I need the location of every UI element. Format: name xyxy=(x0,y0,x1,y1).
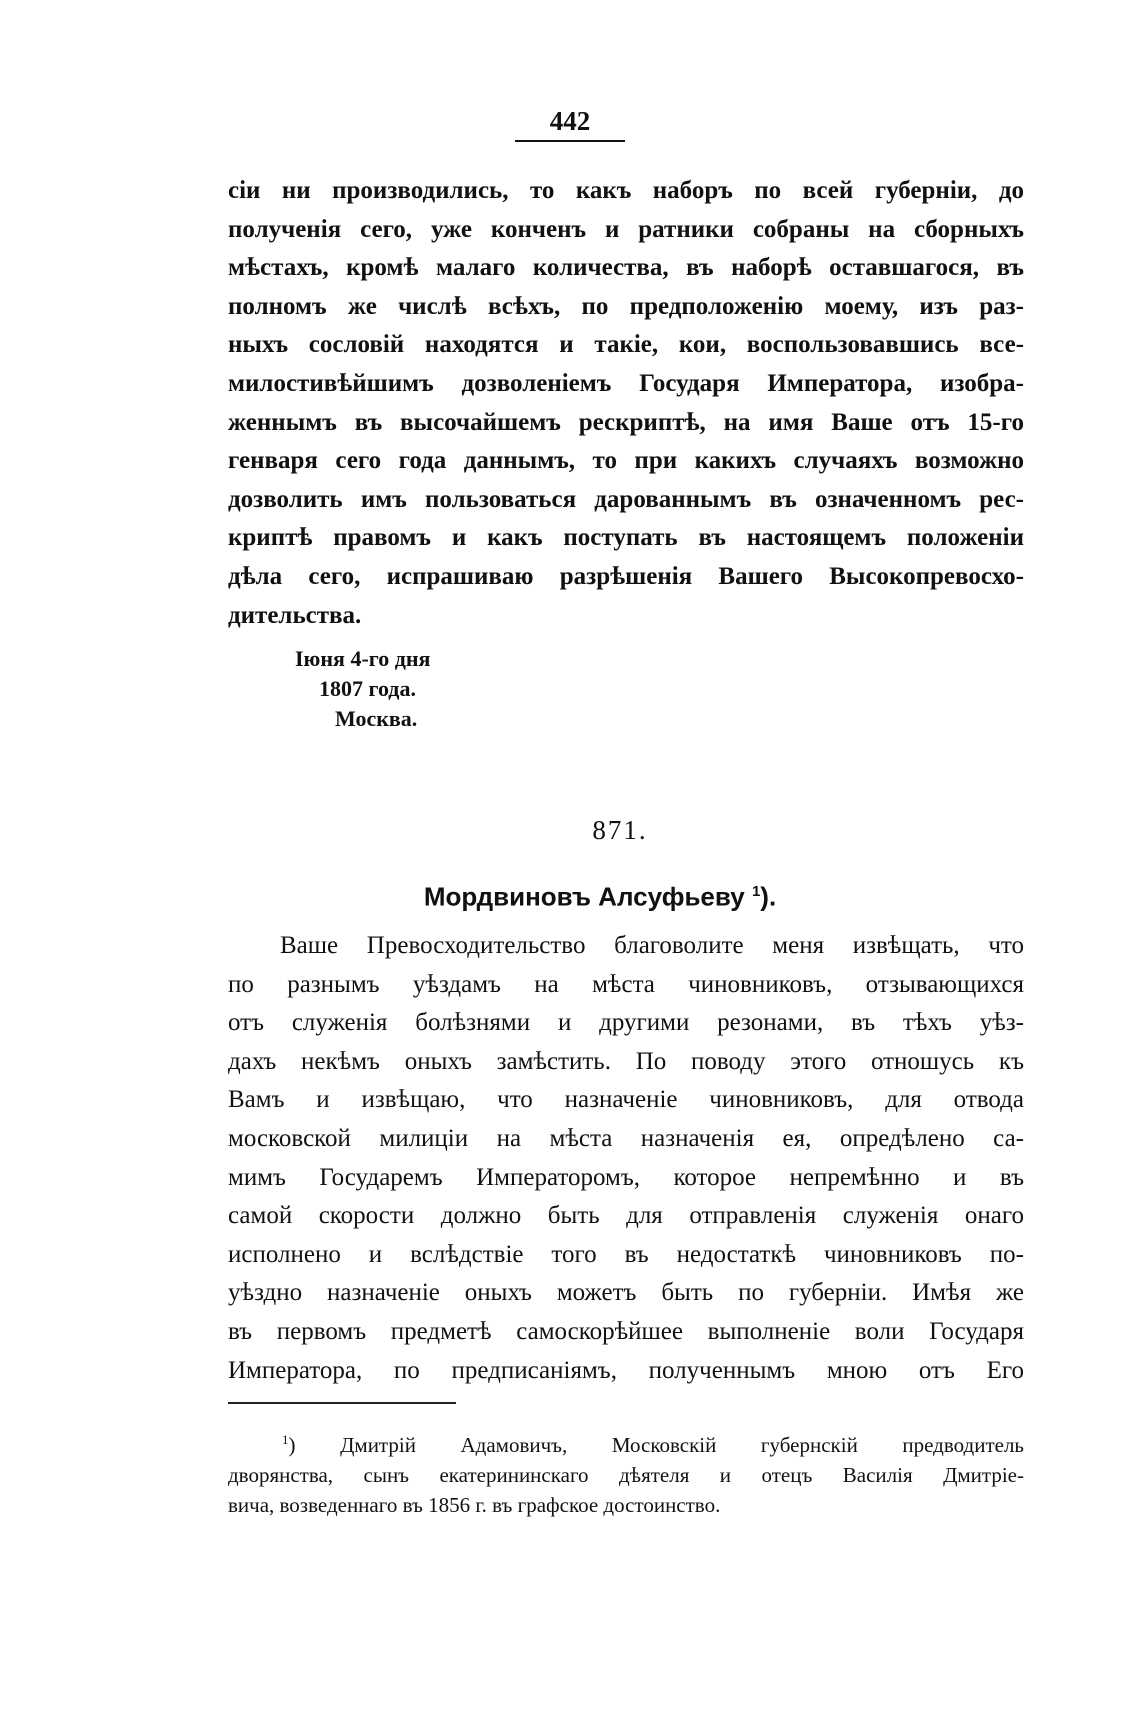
text-line: дозволить имъ пользоваться дарованнымъ въ означенномъ рес- xyxy=(228,485,1024,513)
text-line: дительства. xyxy=(228,601,362,629)
footnote-marker-close: ) xyxy=(288,1433,296,1457)
dateline-place: Москва. xyxy=(335,706,418,731)
footnote-line: дворянства, сынъ екатерининскаго дѣятеля и отецъ Василія Дмитріе- xyxy=(228,1463,1024,1487)
footnote-line: вича, возведеннаго въ 1856 г. въ графское достоинство. xyxy=(228,1493,721,1517)
letter-paragraph xyxy=(228,927,1024,1390)
text-line: Императора, по предписаніямъ, полученнымъ мною отъ Его xyxy=(228,1356,1024,1384)
footnote xyxy=(228,1425,1024,1520)
text-line: мѣстахъ, кромѣ малаго количества, въ наборѣ оставшагося, въ xyxy=(228,254,1024,282)
page-number: 442 xyxy=(515,104,625,142)
continuation-paragraph xyxy=(228,172,1024,635)
document-heading xyxy=(330,872,870,917)
dateline-year: 1807 года. xyxy=(319,676,416,701)
text-line: мимъ Государемъ Императоромъ, которое непремѣнно и въ xyxy=(228,1163,1024,1191)
heading-close: ). xyxy=(760,881,777,912)
text-line: криптѣ правомъ и какъ поступать въ настоящемъ положеніи xyxy=(228,524,1024,552)
footnote-marker: 1 xyxy=(282,1432,289,1447)
dateline-day: Іюня 4-го дня xyxy=(295,646,431,671)
dateline xyxy=(295,644,595,734)
text-line: уѣздно назначеніе оныхъ можетъ быть по губерніи. Имѣя же xyxy=(228,1279,1024,1307)
footnote-text: Дмитрій Адамовичъ, Московскій губернскій предводитель xyxy=(340,1433,1025,1457)
text-line: милостивѣйшимъ дозволеніемъ Государя Императора, изобра- xyxy=(228,369,1024,397)
text-line: въ первомъ предметѣ самоскорѣйшее выполненіе воли Государя xyxy=(228,1317,1024,1345)
text-line: сіи ни производились, то какъ наборъ по всей губерніи, до xyxy=(228,177,1024,204)
text-line: генваря сего года даннымъ, то при какихъ случаяхъ возможно xyxy=(228,447,1024,475)
text-line: исполнено и вслѣдствіе того въ недостаткѣ чиновниковъ по- xyxy=(228,1240,1024,1268)
text-line: ныхъ сословій находятся и такіе, кои, воспользовавшись все- xyxy=(228,331,1024,359)
footnote-reference: 1 xyxy=(751,883,761,900)
text-line: Вамъ и извѣщаю, что назначеніе чиновниковъ, для отвода xyxy=(228,1086,1024,1114)
text-line: Ваше Превосходительство благоволите меня извѣщать, что xyxy=(280,932,1024,959)
text-line: по разнымъ уѣздамъ на мѣста чиновниковъ, отзывающихся xyxy=(228,970,1024,998)
text-line: полномъ же числѣ всѣхъ, по предположенію моему, изъ раз- xyxy=(228,292,1024,320)
footnote-line xyxy=(228,1425,1024,1460)
text-line: отъ служенія болѣзнями и другими резонами, въ тѣхъ уѣз- xyxy=(228,1009,1024,1037)
text-line: дахъ некѣмъ оныхъ замѣстить. По поводу этого отношусь къ xyxy=(228,1047,1024,1075)
document-number: 871. xyxy=(592,815,648,845)
text-line: дѣла сего, испрашиваю разрѣшенія Вашего Высокопревосхо- xyxy=(228,562,1024,590)
heading-text: Мордвиновъ Алсуфьеву xyxy=(423,881,745,912)
text-line: женнымъ въ высочайшемъ рескриптѣ, на имя Ваше отъ 15-го xyxy=(228,408,1024,436)
text-line: московской милиціи на мѣста назначенія ея, опредѣлено са- xyxy=(228,1124,1024,1152)
text-line: полученія сего, уже конченъ и ратники собраны на сборныхъ xyxy=(228,215,1024,243)
footnote-divider xyxy=(228,1402,456,1404)
text-line: самой скорости должно быть для отправленія служенія онаго xyxy=(228,1202,1024,1230)
